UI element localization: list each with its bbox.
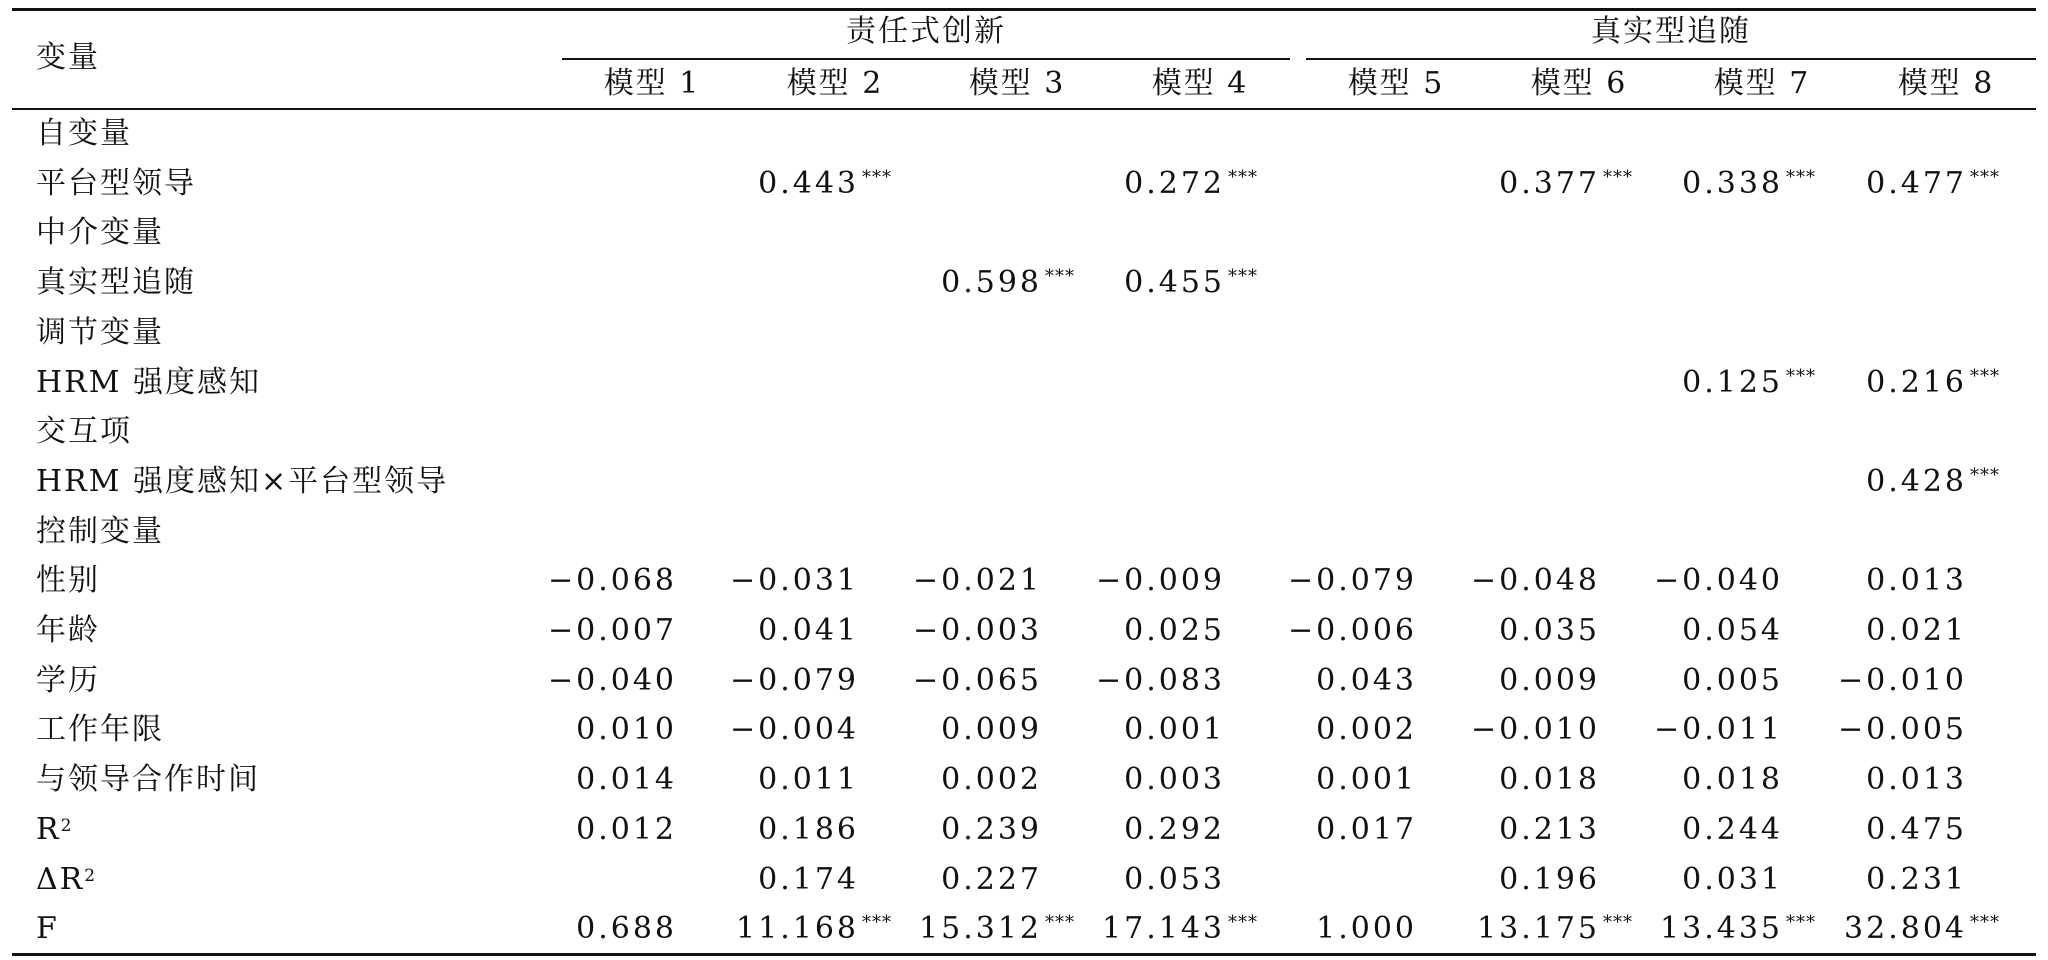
cell-value: 0.053 xyxy=(1124,862,1225,897)
table-cell xyxy=(1800,462,2000,502)
table-cell xyxy=(692,810,892,850)
cell-value: 13.175 xyxy=(1477,911,1600,946)
significance-stars: *** xyxy=(862,167,892,188)
table-cell xyxy=(1058,760,1258,800)
group-header-authentic-followership: 真实型追随 xyxy=(1591,14,1751,49)
cell-value: −0.031 xyxy=(729,563,859,598)
row-label-text: 工作年限 xyxy=(36,712,164,747)
row-label-superscript: 2 xyxy=(60,816,72,836)
table-cell xyxy=(1616,363,1816,403)
table-cell xyxy=(1250,760,1450,800)
cell-value: 0.002 xyxy=(941,762,1042,797)
table-cell xyxy=(875,263,1075,303)
cell-value: 0.011 xyxy=(758,762,859,797)
cell-value: 0.001 xyxy=(1124,712,1225,747)
table-cell xyxy=(1250,710,1450,750)
cell-value: −0.010 xyxy=(1837,663,1967,698)
cell-value: 0.186 xyxy=(758,812,859,847)
table-cell xyxy=(1058,661,1258,701)
table-cell xyxy=(875,661,1075,701)
row-label-text: 控制变量 xyxy=(36,514,164,549)
row-label xyxy=(36,611,100,651)
cell-value: 0.010 xyxy=(576,712,677,747)
row-label xyxy=(36,512,164,552)
table-cell xyxy=(1433,860,1633,900)
cell-value: 0.475 xyxy=(1866,812,1967,847)
significance-stars: *** xyxy=(1228,912,1258,933)
table-cell xyxy=(1433,909,1633,949)
table-cell xyxy=(1250,810,1450,850)
row-label-superscript: 2 xyxy=(84,866,96,886)
cell-value: −0.079 xyxy=(1287,563,1417,598)
cell-value: 0.003 xyxy=(1124,762,1225,797)
table-cell xyxy=(1433,164,1633,204)
cell-value: −0.048 xyxy=(1470,563,1600,598)
cell-value: 0.041 xyxy=(758,613,859,648)
table-cell xyxy=(875,611,1075,651)
row-label-text: 自变量 xyxy=(36,116,132,151)
row-label xyxy=(36,661,100,701)
row-label-text: 中介变量 xyxy=(36,215,164,250)
table-cell xyxy=(1433,760,1633,800)
table-cell xyxy=(1800,611,2000,651)
row-label xyxy=(36,412,132,452)
significance-stars: *** xyxy=(1045,266,1075,287)
row-label xyxy=(36,760,260,800)
table-cell xyxy=(1616,909,1816,949)
table-cell xyxy=(1058,164,1258,204)
cell-value: 13.435 xyxy=(1660,911,1783,946)
cell-value: 32.804 xyxy=(1844,911,1967,946)
row-label xyxy=(36,860,95,900)
table-cell xyxy=(1058,263,1258,303)
group-header-responsible-innovation: 责任式创新 xyxy=(846,14,1006,49)
cell-value: 0.292 xyxy=(1124,812,1225,847)
row-label xyxy=(36,213,164,253)
significance-stars: *** xyxy=(1228,167,1258,188)
row-label-text: HRM 强度感知×平台型领导 xyxy=(36,464,449,499)
table-cell xyxy=(692,760,892,800)
table-cell xyxy=(692,561,892,601)
table-cell xyxy=(1800,363,2000,403)
cell-value: −0.065 xyxy=(912,663,1042,698)
significance-stars: *** xyxy=(1970,366,2000,387)
row-label xyxy=(36,462,448,502)
table-cell xyxy=(692,710,892,750)
cell-value: −0.004 xyxy=(729,712,859,747)
cell-value: −0.005 xyxy=(1837,712,1967,747)
cell-value: 0.244 xyxy=(1682,812,1783,847)
cell-value: 0.001 xyxy=(1316,762,1417,797)
table-cell xyxy=(1800,661,2000,701)
table-cell xyxy=(1250,611,1450,651)
cell-value: 0.021 xyxy=(1866,613,1967,648)
row-label-text: 年龄 xyxy=(36,613,100,648)
cell-value: −0.003 xyxy=(912,613,1042,648)
row-label-text: HRM 强度感知 xyxy=(36,365,262,400)
table-cell xyxy=(692,661,892,701)
table-cell xyxy=(1800,810,2000,850)
significance-stars: *** xyxy=(1603,912,1633,933)
table-cell xyxy=(1433,611,1633,651)
cell-value: 0.227 xyxy=(941,862,1042,897)
cell-value: 0.031 xyxy=(1682,862,1783,897)
row-label xyxy=(36,561,100,601)
cell-value: 0.013 xyxy=(1866,563,1967,598)
row-label xyxy=(36,363,261,403)
table-cell xyxy=(1058,860,1258,900)
row-label-text: 调节变量 xyxy=(36,315,164,350)
row-label xyxy=(36,909,59,949)
cell-value: 0.598 xyxy=(941,265,1042,300)
table-cell xyxy=(1250,909,1450,949)
cell-value: 11.168 xyxy=(736,911,859,946)
group-underline-authentic-followership xyxy=(1306,58,2036,60)
significance-stars: *** xyxy=(1603,167,1633,188)
row-label xyxy=(36,164,196,204)
row-label-text: 学历 xyxy=(36,663,100,698)
col-header-model-5: 模型 5 xyxy=(1347,66,1445,101)
table-cell xyxy=(875,561,1075,601)
table-cell xyxy=(1800,710,2000,750)
table-cell xyxy=(1058,561,1258,601)
col-header-model-1: 模型 1 xyxy=(603,66,701,101)
cell-value: 0.377 xyxy=(1499,166,1600,201)
cell-value: 0.443 xyxy=(758,166,859,201)
significance-stars: *** xyxy=(1970,167,2000,188)
cell-value: −0.007 xyxy=(547,613,677,648)
row-label-text: 交互项 xyxy=(36,414,132,449)
cell-value: 0.018 xyxy=(1499,762,1600,797)
cell-value: 17.143 xyxy=(1102,911,1225,946)
table-cell xyxy=(875,860,1075,900)
row-label xyxy=(36,313,164,353)
cell-value: 1.000 xyxy=(1316,911,1417,946)
table-cell xyxy=(510,561,710,601)
significance-stars: *** xyxy=(1970,912,2000,933)
cell-value: 0.338 xyxy=(1682,166,1783,201)
row-label-text: R xyxy=(36,812,61,847)
table-bottom-rule xyxy=(12,953,2036,956)
group-underline-responsible-innovation xyxy=(562,58,1290,60)
cell-value: 0.018 xyxy=(1682,762,1783,797)
table-cell xyxy=(1058,611,1258,651)
row-label xyxy=(36,114,132,154)
table-cell xyxy=(1800,909,2000,949)
table-cell xyxy=(1058,909,1258,949)
row-label-text: ΔR xyxy=(36,862,85,897)
table-cell xyxy=(692,164,892,204)
cell-value: −0.006 xyxy=(1287,613,1417,648)
cell-value: 0.688 xyxy=(576,911,677,946)
table-cell xyxy=(1433,561,1633,601)
cell-value: 0.005 xyxy=(1682,663,1783,698)
col-header-model-7: 模型 7 xyxy=(1713,66,1811,101)
table-top-rule xyxy=(12,8,2036,11)
cell-value: 0.054 xyxy=(1682,613,1783,648)
significance-stars: *** xyxy=(1970,465,2000,486)
cell-value: −0.068 xyxy=(547,563,677,598)
row-label-text: 性别 xyxy=(36,563,100,598)
table-cell xyxy=(510,710,710,750)
cell-value: 0.013 xyxy=(1866,762,1967,797)
significance-stars: *** xyxy=(1045,912,1075,933)
row-label-text: F xyxy=(36,911,59,946)
cell-value: 0.009 xyxy=(1499,663,1600,698)
cell-value: 15.312 xyxy=(919,911,1042,946)
cell-value: −0.010 xyxy=(1470,712,1600,747)
table-cell xyxy=(1058,810,1258,850)
cell-value: 0.009 xyxy=(941,712,1042,747)
cell-value: −0.040 xyxy=(1653,563,1783,598)
significance-stars: *** xyxy=(1786,167,1816,188)
cell-value: 0.231 xyxy=(1866,862,1967,897)
cell-value: −0.009 xyxy=(1095,563,1225,598)
cell-value: 0.025 xyxy=(1124,613,1225,648)
significance-stars: *** xyxy=(1786,366,1816,387)
row-label xyxy=(36,710,164,750)
cell-value: 0.428 xyxy=(1866,464,1967,499)
table-cell xyxy=(1616,611,1816,651)
col-header-model-4: 模型 4 xyxy=(1151,66,1249,101)
table-cell xyxy=(1058,710,1258,750)
cell-value: 0.125 xyxy=(1682,365,1783,400)
table-cell xyxy=(1800,561,2000,601)
cell-value: 0.455 xyxy=(1124,265,1225,300)
table-cell xyxy=(692,860,892,900)
cell-value: −0.079 xyxy=(729,663,859,698)
table-cell xyxy=(510,760,710,800)
col-header-model-3: 模型 3 xyxy=(968,66,1066,101)
table-cell xyxy=(1800,760,2000,800)
cell-value: −0.040 xyxy=(547,663,677,698)
table-cell xyxy=(1433,810,1633,850)
cell-value: 0.174 xyxy=(758,862,859,897)
significance-stars: *** xyxy=(1786,912,1816,933)
significance-stars: *** xyxy=(1228,266,1258,287)
cell-value: 0.012 xyxy=(576,812,677,847)
cell-value: 0.002 xyxy=(1316,712,1417,747)
table-cell xyxy=(1250,661,1450,701)
table-cell xyxy=(692,909,892,949)
table-cell xyxy=(1616,561,1816,601)
significance-stars: *** xyxy=(862,912,892,933)
table-cell xyxy=(875,710,1075,750)
table-cell xyxy=(1616,710,1816,750)
table-cell xyxy=(1616,164,1816,204)
table-cell xyxy=(1433,661,1633,701)
cell-value: −0.011 xyxy=(1653,712,1783,747)
row-label xyxy=(36,810,71,850)
table-cell xyxy=(510,661,710,701)
cell-value: −0.021 xyxy=(912,563,1042,598)
table-cell xyxy=(510,810,710,850)
cell-value: 0.272 xyxy=(1124,166,1225,201)
cell-value: 0.216 xyxy=(1866,365,1967,400)
cell-value: −0.083 xyxy=(1095,663,1225,698)
table-cell xyxy=(1616,860,1816,900)
table-cell xyxy=(875,909,1075,949)
row-label xyxy=(36,263,196,303)
table-cell xyxy=(1616,810,1816,850)
row-label-text: 与领导合作时间 xyxy=(36,762,260,797)
row-label-text: 真实型追随 xyxy=(36,265,196,300)
row-label-text: 平台型领导 xyxy=(36,166,196,201)
table-cell xyxy=(875,760,1075,800)
table-cell xyxy=(1250,561,1450,601)
table-cell xyxy=(692,611,892,651)
table-cell xyxy=(510,611,710,651)
col-header-model-6: 模型 6 xyxy=(1530,66,1628,101)
table-cell xyxy=(1616,661,1816,701)
cell-value: 0.035 xyxy=(1499,613,1600,648)
table-header-rule xyxy=(12,108,2036,110)
col-header-model-2: 模型 2 xyxy=(786,66,884,101)
table-cell xyxy=(510,909,710,949)
cell-value: 0.014 xyxy=(576,762,677,797)
table-cell xyxy=(1616,760,1816,800)
cell-value: 0.017 xyxy=(1316,812,1417,847)
table-cell xyxy=(1800,860,2000,900)
cell-value: 0.213 xyxy=(1499,812,1600,847)
table-cell xyxy=(875,810,1075,850)
col-header-model-8: 模型 8 xyxy=(1897,66,1995,101)
cell-value: 0.239 xyxy=(941,812,1042,847)
stub-header: 变量 xyxy=(36,40,100,75)
cell-value: 0.043 xyxy=(1316,663,1417,698)
table-cell xyxy=(1433,710,1633,750)
cell-value: 0.196 xyxy=(1499,862,1600,897)
cell-value: 0.477 xyxy=(1866,166,1967,201)
table-cell xyxy=(1800,164,2000,204)
